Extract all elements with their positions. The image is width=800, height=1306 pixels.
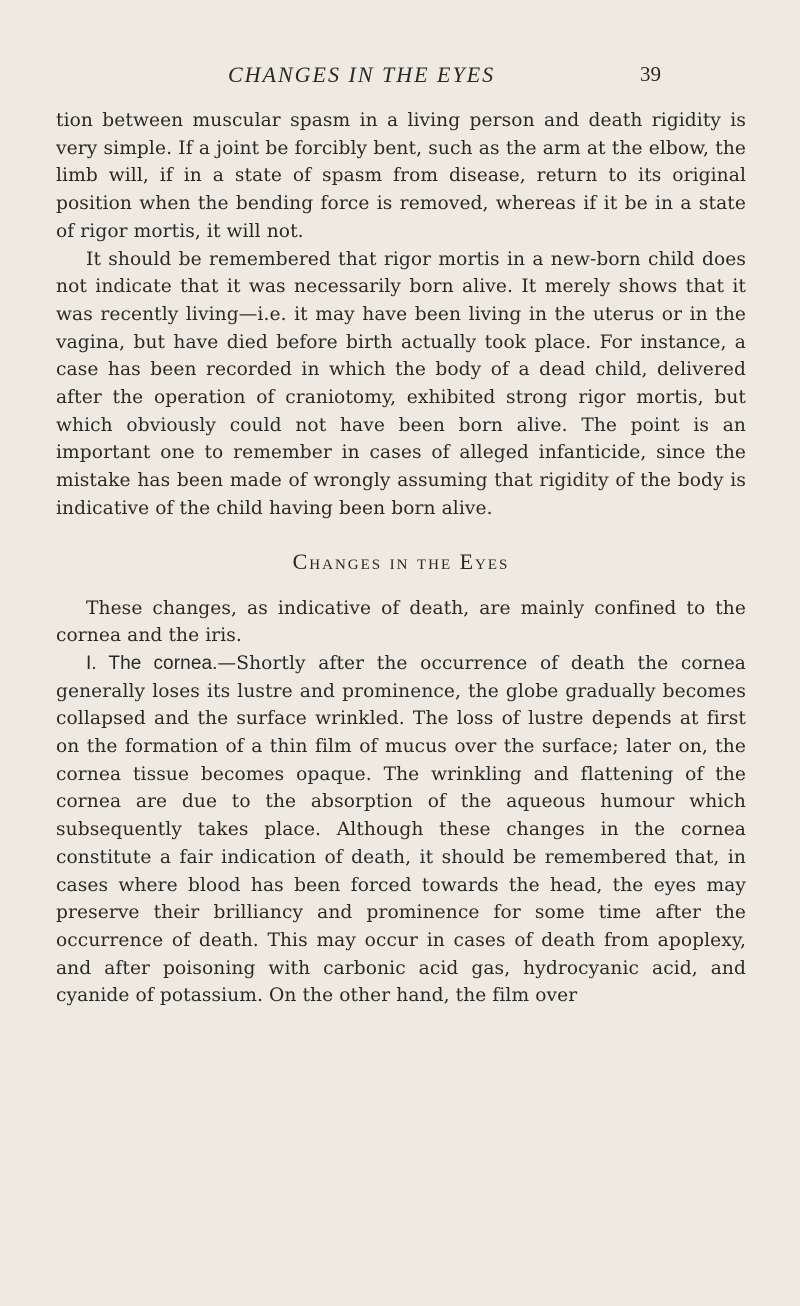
page-number: 39 <box>640 62 661 86</box>
running-title: CHANGES IN THE EYES <box>228 62 496 87</box>
paragraph-rigor-newborn: It should be remembered that rigor mortis in a new-born child does not indicate that it was necessarily born alive. It merely shows that it was recently living—i.e. it may have been living in the uterus or in the vagina, but have died before birth actually took place. For instance, a case has been recorded in which the body of a dead child, delivered after the operation of craniotomy, exhibited strong rigor mortis, but which obviously could not have been born alive. The point is an important one to remember in cases of alleged infanticide, since the mistake has been made of wrongly assuming that rigidity of the body is indicative of the child having been born alive. <box>56 248 746 519</box>
cornea-subheading: I. The cornea. <box>86 652 218 674</box>
paragraph-continuation: tion between muscular spasm in a living person and death rigidity is very simple. If a joint be forcibly bent, such as the arm at the elbow, the limb will, if in a state of spasm from disease, return to its original position when the bending force is removed, whereas if it be in a state of rigor mortis, it will not. <box>56 110 746 242</box>
body-text <box>56 107 746 1010</box>
running-head <box>0 62 800 92</box>
paragraph-eye-changes-intro: These changes, as indicative of death, are mainly confined to the cornea and the iris. <box>56 597 746 647</box>
cornea-text: —Shortly after the occurrence of death the cornea generally loses its lustre and prominence, the globe gradually becomes collapsed and the surface wrinkled. The loss of lustre depends at first on the formation of a thin film of mucus over the surface; later on, the cornea tissue becomes opaque. The wrinkling and flattening of the cornea are due to the absorption of the aqueous humour which subsequently takes place. Although these changes in the cornea constitute a fair indication of death, it should be remembered that, in cases where blood has been forced towards the head, the eyes may preserve their brilliancy and prominence for some time after the occurrence of death. This may occur in cases of death from apoplexy, and after poisoning with carbonic acid gas, hydrocyanic acid, and cyanide of potassium. On the other hand, the film over <box>56 652 746 1007</box>
paragraph-cornea <box>56 650 746 1010</box>
section-heading: Changes in the Eyes <box>292 548 510 574</box>
